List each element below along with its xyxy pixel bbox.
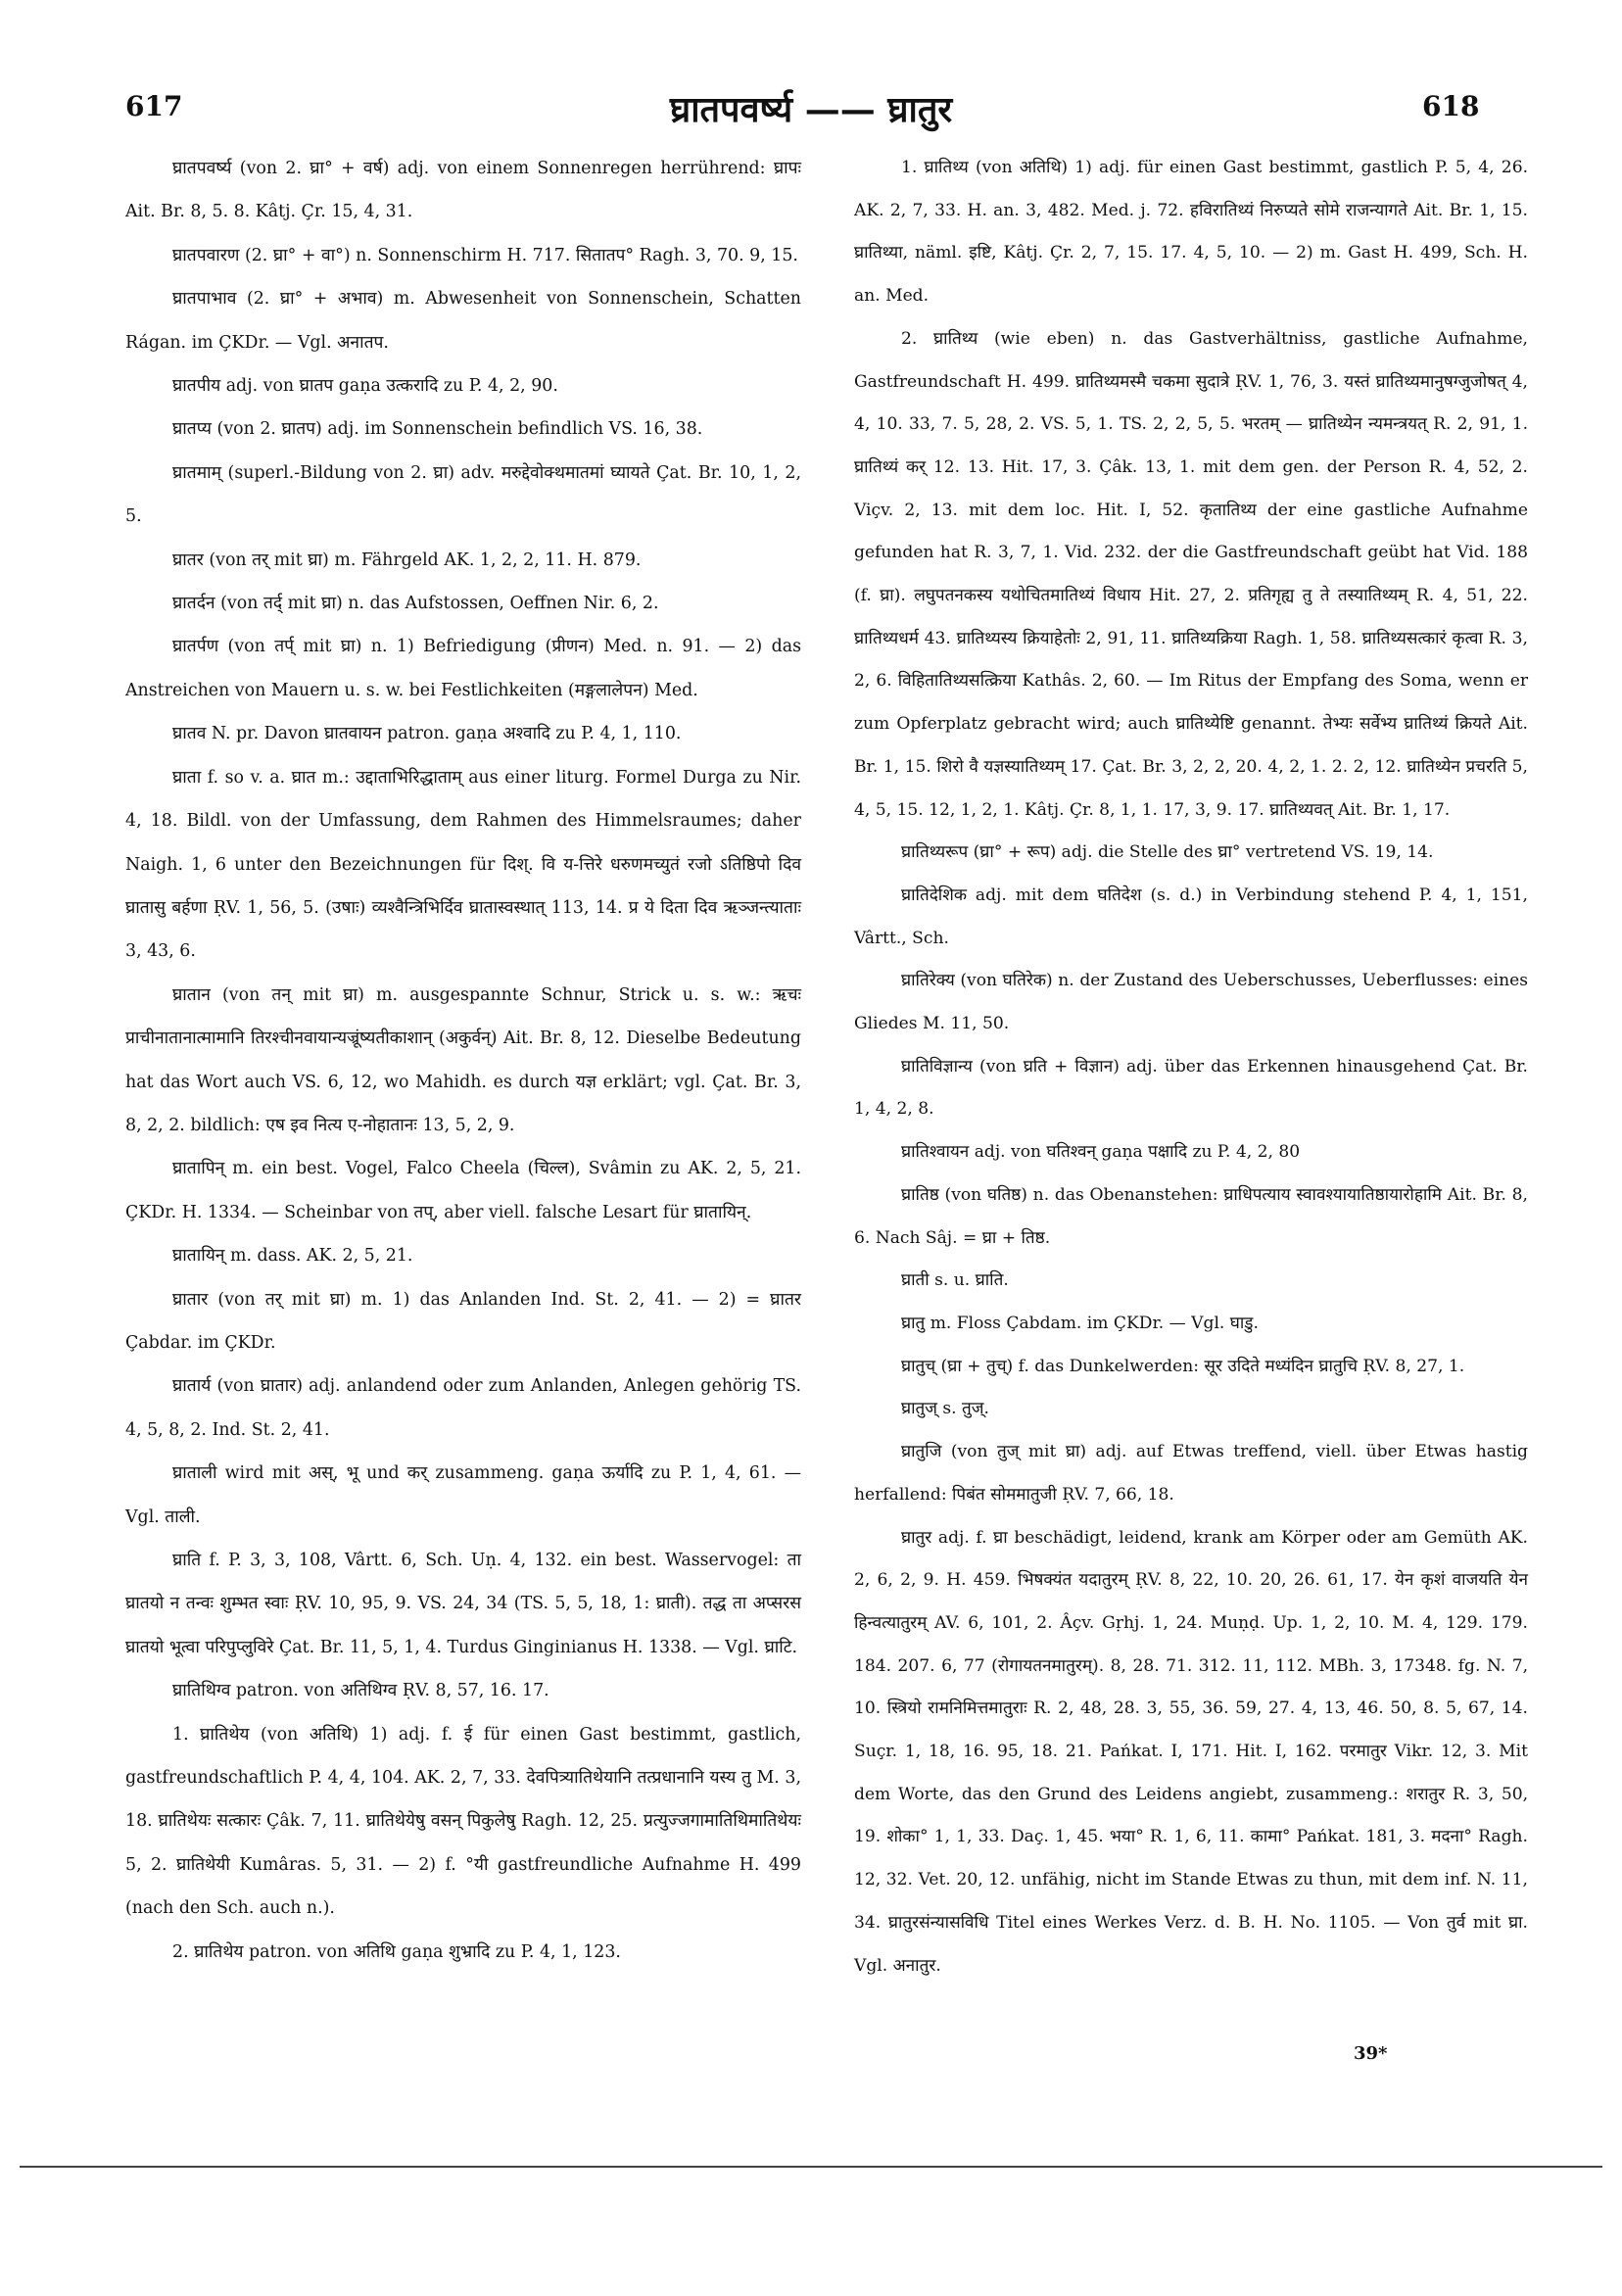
dictionary-entry: घ्रातुच् (घ्रा + तुच्) f. das Dunkelwerden: सूर उदिते मध्यंदिन घ्रातुचि ṚV. 8, 27, 1. (901, 1356, 1465, 1376)
dictionary-entry: घ्रातिविज्ञान्य (von घ्रति + विज्ञान) adj. über das Erkennen hinausgehend Çat. Br. 1, 4, 2, 8. (854, 1056, 1528, 1120)
dictionary-entry: घ्रातव N. pr. Davon घ्रातवायन patron. gaṇa अश्वादि zu P. 4, 1, 110. (172, 724, 682, 744)
dictionary-entry: घ्रातर्पण (von तर्प् mit घ्रा) n. 1) Befriedigung (प्रीणन) Med. n. 91. — 2) das Anstreichen von Mauern u. s. w. bei Festlichkeiten (मङ्गलालेपन) Med. (125, 637, 801, 700)
dictionary-entry: घ्रातिथ्यरूप (घ्रा° + रूप) adj. die Stelle des घ्रा° vertretend VS. 19, 14. (901, 842, 1434, 863)
dictionary-entry: घ्रातपीय adj. von घ्रातप gaṇa उत्करादि zu P. 4, 2, 90. (172, 376, 558, 397)
dictionary-entry: घ्रातमाम् (superl.-Bildung von 2. घ्रा) adv. मरुद्देवोक्थमातमां घ्यायते Çat. Br. 10, 1, 2, 5. (125, 462, 801, 527)
left-column (125, 147, 801, 1974)
dictionary-entry: घ्राति f. P. 3, 3, 108, Vârtt. 6, Sch. Uṇ. 4, 132. ein best. Wasservogel: ता घ्रातयो न तन्वः शुम्भत स्वाः ṚV. 10, 95, 9. VS. 24, 34 (TS. 5, 5, 18, 1: घ्राती). तद्ध ता अप्सरस घ्रातयो भूत्वा परिपुप्लुविरे Çat. Br. 11, 5, 1, 4. Turdus Ginginianus H. 1338. — Vgl. घ्राटि. (125, 1551, 801, 1657)
dictionary-entry: घ्रातापिन् m. ein best. Vogel, Falco Cheela (चिल्ल), Svâmin zu AK. 2, 5, 21. ÇKDr. H. 1334. — Scheinbar von तप्, aber viell. falsche Lesart für घ्रातायिन्. (125, 1159, 801, 1222)
dictionary-entry: घ्राता f. so v. a. घ्रात m.: उद्दाताभिरिद्धाताम् aus einer liturg. Formel Durga zu Nir. 4, 18. Bildl. von der Umfassung, dem Rahmen des Himmelsraumes; daher Naigh. 1, 6 unter den Bezeichnungen für दिश्. वि य-त्तिरे धरुणमच्युतं रजो ऽतिष्ठिपो दिव घ्रातासु बर्हणा ṚV. 1, 56, 5. (उषाः) व्यश्वैन्त्रिभिर्दिव घ्रातास्वस्थात् 113, 14. प्र ये दिता दिव ऋञ्जन्त्याताः 3, 43, 6. (125, 767, 801, 962)
dictionary-entry: घ्रातपवर्ष्य (von 2. घ्रा° + वर्ष) adj. von einem Sonnenregen herrührend: घ्रापः Ait. Br. 8, 5. 8. Kâtj. Çr. 15, 4, 31. (125, 159, 801, 222)
bottom-rule (20, 2166, 1602, 2168)
dictionary-entry: घ्रातुर adj. f. घ्रा beschädigt, leidend, krank am Körper oder am Gemüth AK. 2, 6, 2, 9. H. 459. भिषक्यंत यदातुरम् ṚV. 8, 22, 10. 20, 26. 61, 17. येन कृशं वाजयति येन हिन्वत्यातुरम् AV. 6, 101, 2. Âçv. Gṛhj. 1, 24. Muṇḍ. Up. 1, 2, 10. M. 4, 129. 179. 184. 207. 6, 77 (रोगायतनमातुरम्). 8, 28. 71. 312. 11, 112. MBh. 3, 17348. fg. N. 7, 10. स्त्रियो रामनिमित्तमातुराः R. 2, 48, 28. 3, 55, 36. 59, 27. 4, 13, 46. 50, 8. 5, 67, 14. Suçr. 1, 18, 16. 95, 18. 21. Pańkat. I, 171. Hit. I, 162. परमातुर Vikr. 12, 3. Mit dem Worte, das den Grund des Leidens angiebt, zusammeng.: शरातुर R. 3, 50, 19. शोका° 1, 1, 33. Daç. 1, 45. भया° R. 1, 6, 11. कामा° Pańkat. 181, 3. मदना° Ragh. 12, 32. Vet. 20, 12. unfähig, nicht im Stande Etwas zu thun, mit dem inf. N. 11, 34. घ्रातुरसंन्यासविधि Titel eines Werkes Verz. d. B. H. No. 1105. — Von तुर्व mit घ्रा. Vgl. अनातुर. (854, 1527, 1528, 1976)
dictionary-entry: 1. घ्रातिथेय (von अतिथि) 1) adj. f. ई für einen Gast bestimmt, gastlich, gastfreundschaftlich P. 4, 4, 104. AK. 2, 7, 33. देवपित्र्यातिथेयानि तत्प्रधानानि यस्य तु M. 3, 18. घ्रातिथेयः सत्कारः Çâk. 7, 11. घ्रातिथेयेषु वसन् पिकुलेषु Ragh. 12, 25. प्रत्युज्जगामातिथिमातिथेयः 5, 2. घ्रातिथेयी Kumâras. 5, 31. — 2) f. °यी gastfreundliche Aufnahme H. 499 (nach den Sch. auch n.). (125, 1724, 801, 1919)
dictionary-entry: घ्रातुज् s. तुज्. (901, 1399, 989, 1419)
dictionary-entry: घ्रातार (von तर् mit घ्रा) m. 1) das Anlanden Ind. St. 2, 41. — 2) = घ्रातर Çabdar. im ÇKDr. (125, 1289, 801, 1353)
dictionary-entry: 1. घ्रातिथ्य (von अतिथि) 1) adj. für einen Gast bestimmt, gastlich P. 5, 4, 26. AK. 2, 7, 33. H. an. 3, 482. Med. j. 72. हविरातिथ्यं निरुप्यते सोमे राजन्यागते Ait. Br. 1, 15. घ्रातिथ्या, näml. इष्टि, Kâtj. Çr. 2, 7, 15. 17. 4, 5, 10. — 2) m. Gast H. 499, Sch. H. an. Med. (854, 158, 1528, 307)
right-column (854, 147, 1528, 1987)
dictionary-entry: घ्रातार्य (von घ्रातार) adj. anlandend oder zum Anlanden, Anlegen gehörig TS. 4, 5, 8, 2. Ind. St. 2, 41. (125, 1376, 801, 1440)
running-head: घ्रातपवर्ष्य —— घ्रातुर (669, 89, 953, 130)
dictionary-entry: घ्राताली wird mit अस्, भू und कर् zusammeng. gaṇa ऊर्यादि zu P. 1, 4, 61. — Vgl. ताली. (125, 1463, 801, 1527)
dictionary-entry: घ्रातिरेक्य (von घतिरेक) n. der Zustand des Ueberschusses, Ueberflusses: eines Gliedes M. 11, 50. (854, 971, 1528, 1034)
dictionary-entry: घ्रातायिन् m. dass. AK. 2, 5, 21. (172, 1246, 413, 1267)
dictionary-entry: घ्रातु m. Floss Çabdam. im ÇKDr. — Vgl. घाडु. (901, 1313, 1259, 1333)
dictionary-entry: घ्रातिष्ठ (von घतिष्ठ) n. das Obenanstehen: घ्राधिपत्याय स्वावश्यायातिष्ठायारोहामि Ait. Br. 8, 6. Nach Sâj. = घ्रा + तिष्ठ. (854, 1184, 1528, 1248)
dictionary-entry: घ्रातिदेशिक adj. mit dem घतिदेश (s. d.) in Verbindung stehend P. 4, 1, 151, Vârtt., Sch. (854, 885, 1528, 948)
page-number-right: 618 (1422, 90, 1480, 122)
dictionary-entry: 2. घ्रातिथ्य (wie eben) n. das Gastverhältniss, gastliche Aufnahme, Gastfreundschaft H. 499. घ्रातिथ्यमस्मै चकमा सुदात्रे ṚV. 1, 76, 3. यस्तं घ्रातिथ्यमानुषग्जुजोषत् 4, 4, 10. 33, 7. 5, 28, 2. VS. 5, 1. TS. 2, 2, 5, 5. भरतम् — घ्रातिथ्येन न्यमन्त्रयत् R. 2, 91, 1. घ्रातिथ्यं कर् 12. 13. Hit. 17, 3. Çâk. 13, 1. mit dem gen. der Person R. 4, 52, 2. Viçv. 2, 13. mit dem loc. Hit. I, 52. कृतातिथ्य der eine gastliche Aufnahme gefunden hat R. 3, 7, 1. Vid. 232. der die Gastfreundschaft geübt hat Vid. 188 (f. घ्रा). लघुपतनकस्य यथोचितमातिथ्यं विधाय Hit. 27, 2. प्रतिगृह्य तु ते तस्यातिथ्यम् R. 4, 51, 22. घ्रातिथ्यधर्म 43. घ्रातिथ्यस्य क्रियाहेतोः 2, 91, 11. घ्रातिथ्यक्रिया Ragh. 1, 58. घ्रातिथ्यसत्कारं कृत्वा R. 3, 2, 6. विहितातिथ्यसत्क्रिया Kathâs. 2, 60. — Im Ritus der Empfang des Soma, wenn er zum Opferplatz gebracht wird; auch घ्रातिथ्येष्टि genannt. तेभ्यः सर्वेभ्य घ्रातिथ्यं क्रियते Ait. Br. 1, 15. शिरो वै यज्ञस्यातिथ्यम् 17. Çat. Br. 3, 2, 2, 20. 4, 2, 1. 2. 2, 12. घ्रातिथ्येन प्रचरति 5, 4, 5, 15. 12, 1, 2, 1. Kâtj. Çr. 8, 1, 1. 17, 3, 9. 17. घ्रातिथ्यवत् Ait. Br. 1, 17. (854, 328, 1528, 820)
dictionary-entry: घ्रातर (von तर् mit घ्रा) m. Fährgeld AK. 1, 2, 2, 11. H. 879. (172, 550, 642, 570)
dictionary-entry: घ्रातपाभाव (2. घ्रा° + अभाव) m. Abwesenheit von Sonnenschein, Schatten Rágan. im ÇKDr. — Vgl. अनातप. (125, 289, 801, 353)
dictionary-entry: घ्रातुजि (von तुज् mit घ्रा) adj. auf Etwas treffend, viell. über Etwas hastig herfallend: पिबंत सोममातुजी ṚV. 7, 66, 18. (854, 1442, 1528, 1505)
dictionary-entry: 2. घ्रातिथेय patron. von अतिथि gaṇa शुभ्रादि zu P. 4, 1, 123. (172, 1941, 621, 1962)
dictionary-entry: घ्रातप्य (von 2. घ्रातप) adj. im Sonnenschein befindlich VS. 16, 38. (172, 419, 703, 440)
dictionary-entry: घ्रातपवारण (2. घ्रा° + वा°) n. Sonnenschirm H. 717. सितातप° Ragh. 3, 70. 9, 15. (172, 245, 798, 265)
dictionary-entry: घ्रातिश्वायन adj. von घतिश्वन् gaṇa पक्षादि zu P. 4, 2, 80 (901, 1142, 1301, 1163)
dictionary-entry: घ्रातर्दन (von तर्द् mit घ्रा) n. das Aufstossen, Oeffnen Nir. 6, 2. (172, 594, 659, 614)
dictionary-entry: घ्राती s. u. घ्राति. (901, 1270, 1009, 1291)
dictionary-entry: घ्रातान (von तन् mit घ्रा) m. ausgespannte Schnur, Strick u. s. w.: ऋचः प्राचीनातानात्मामानि तिरश्चीनवायान्यज्रूंष्यतीकाशान् (अकुर्वन्) Ait. Br. 8, 12. Dieselbe Bedeutung hat das Wort auch VS. 6, 12, wo Mahidh. es durch यज्ञ erklärt; vgl. Çat. Br. 3, 8, 2, 2. bildlich: एष इव नित्य ए-नोहातानः 13, 5, 2, 9. (125, 984, 801, 1135)
signature-mark: 39* (1354, 2043, 1388, 2064)
page-number-left: 617 (125, 90, 183, 122)
dictionary-entry: घ्रातिथिग्व patron. von अतिथिग्व ṚV. 8, 57, 16. 17. (172, 1681, 549, 1701)
